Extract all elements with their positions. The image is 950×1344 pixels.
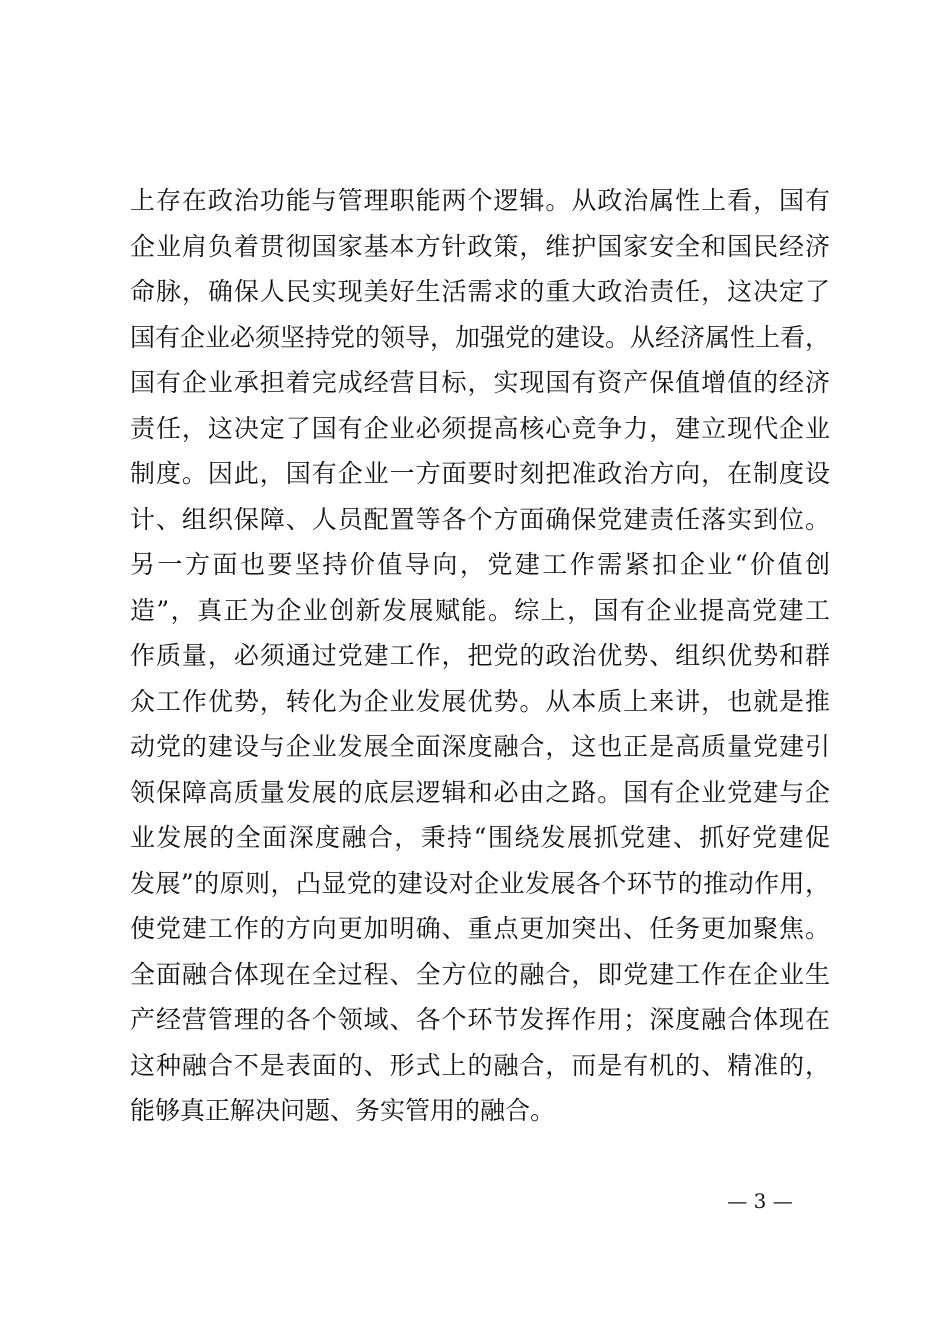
text-line: 制度。因此，国有企业一方面要时刻把准政治方向，在制度设	[130, 459, 830, 488]
text-line: 责任，这决定了国有企业必须提高核心竞争力，建立现代企业	[130, 413, 830, 443]
text-line: 这种融合不是表面的、形式上的融合，而是有机的、精准的，	[130, 1050, 830, 1080]
text-line: 众工作优势，转化为企业发展优势。从本质上来讲，也就是推	[130, 686, 830, 716]
text-line: 上存在政治功能与管理职能两个逻辑。从政治属性上看，国有	[130, 186, 830, 215]
text-line: 另一方面也要坚持价值导向，党建工作需紧扣企业“价值创	[130, 550, 830, 579]
text-line: 业发展的全面深度融合，秉持“围绕发展抓党建、抓好党建促	[130, 823, 830, 852]
text-line: 全面融合体现在全过程、全方位的融合，即党建工作在企业生	[130, 959, 830, 989]
text-line: 国有企业必须坚持党的领导，加强党的建设。从经济属性上看，	[130, 322, 831, 352]
text-line: 企业肩负着贯彻国家基本方针政策，维护国家安全和国民经济	[130, 231, 830, 261]
text-line: 产经营管理的各个领域、各个环节发挥作用；深度融合体现在	[130, 1005, 830, 1034]
text-line: 使党建工作的方向更加明确、重点更加突出、任务更加聚焦。	[130, 914, 830, 943]
page-number: — 3 —	[727, 1189, 793, 1213]
text-line: 能够真正解决问题、务实管用的融合。	[130, 1096, 556, 1125]
text-line: 造”，真正为企业创新发展赋能。综上，国有企业提高党建工	[130, 595, 830, 625]
text-line: 国有企业承担着完成经营目标，实现国有资产保值增值的经济	[130, 368, 830, 397]
text-line: 领保障高质量发展的底层逻辑和必由之路。国有企业党建与企	[130, 777, 830, 807]
text-line: 动党的建设与企业发展全面深度融合，这也正是高质量党建引	[130, 732, 830, 761]
text-line: 作质量，必须通过党建工作，把党的政治优势、组织优势和群	[130, 641, 830, 670]
text-line: 命脉，确保人民实现美好生活需求的重大政治责任，这决定了	[130, 277, 830, 306]
body-text	[130, 178, 830, 1134]
text-line: 计、组织保障、人员配置等各个方面确保党建责任落实到位。	[130, 504, 830, 534]
text-line: 发展”的原则，凸显党的建设对企业发展各个环节的推动作用，	[130, 868, 830, 898]
